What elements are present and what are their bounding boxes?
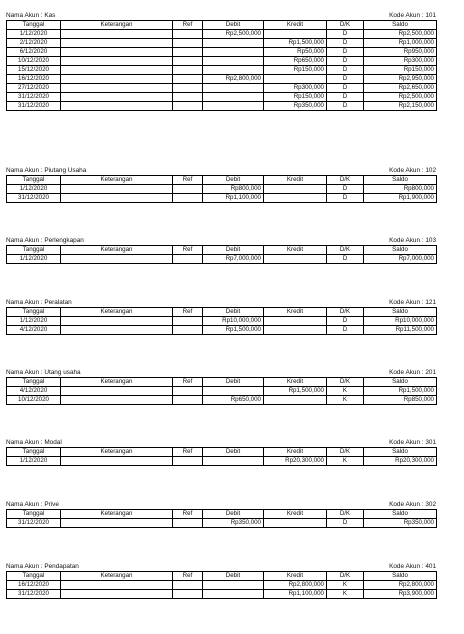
table-row (7, 48, 437, 57)
cell-ket (61, 39, 173, 48)
cell-saldo: Rp2,500,000 (364, 30, 437, 39)
cell-dk: K (327, 581, 364, 590)
cell-debit: Rp350,000 (203, 519, 264, 528)
account-header (6, 500, 436, 509)
cell-tanggal: 6/12/2020 (7, 48, 61, 57)
cell-tanggal: 16/12/2020 (7, 581, 61, 590)
cell-kredit: Rp150,000 (264, 93, 327, 102)
header-debit: Debit (203, 448, 264, 457)
account-name: Nama Akun : Modal (6, 439, 62, 446)
table-row (7, 581, 437, 590)
cell-saldo: Rp3,900,000 (364, 590, 437, 599)
cell-tanggal: 2/12/2020 (7, 39, 61, 48)
cell-ket (61, 66, 173, 75)
table-row (7, 102, 437, 111)
cell-saldo: Rp1,900,000 (364, 194, 437, 203)
header-kredit: Kredit (264, 572, 327, 581)
cell-dk: D (327, 66, 364, 75)
table-row (7, 317, 437, 326)
ledger-table (6, 175, 437, 203)
header-row (7, 246, 437, 255)
header-row (7, 176, 437, 185)
cell-ket (61, 194, 173, 203)
table-row (7, 326, 437, 335)
account-code: Kode Akun : 103 (389, 237, 436, 244)
cell-tanggal: 1/12/2020 (7, 317, 61, 326)
header-tanggal: Tanggal (7, 378, 61, 387)
cell-debit (203, 39, 264, 48)
header-keterangan: Keterangan (61, 448, 173, 457)
account-name: Nama Akun : Perlengkapan (6, 237, 84, 244)
cell-tanggal: 27/12/2020 (7, 84, 61, 93)
account-code: Kode Akun : 102 (389, 167, 436, 174)
cell-dk: D (327, 75, 364, 84)
cell-kredit: Rp650,000 (264, 57, 327, 66)
header-keterangan: Keterangan (61, 572, 173, 581)
ledger-table (6, 447, 437, 466)
header-keterangan: Keterangan (61, 510, 173, 519)
header-tanggal: Tanggal (7, 510, 61, 519)
account-name: Nama Akun : Utang usaha (6, 369, 81, 376)
cell-ket (61, 387, 173, 396)
cell-tanggal: 15/12/2020 (7, 66, 61, 75)
ledger-table (6, 20, 437, 111)
cell-tanggal: 10/12/2020 (7, 57, 61, 66)
cell-ref (173, 30, 203, 39)
cell-ket (61, 317, 173, 326)
cell-debit: Rp10,000,000 (203, 317, 264, 326)
cell-dk: D (327, 84, 364, 93)
header-ref: Ref (173, 572, 203, 581)
cell-dk: D (327, 30, 364, 39)
cell-ref (173, 457, 203, 466)
table-row (7, 84, 437, 93)
header-saldo: Saldo (364, 308, 437, 317)
header-saldo: Saldo (364, 246, 437, 255)
header-kredit: Kredit (264, 21, 327, 30)
cell-debit (203, 387, 264, 396)
ledger-account (6, 368, 436, 405)
cell-kredit: Rp1,500,000 (264, 39, 327, 48)
header-debit: Debit (203, 308, 264, 317)
header-dk: D/K (327, 378, 364, 387)
cell-dk: K (327, 387, 364, 396)
cell-ref (173, 93, 203, 102)
cell-kredit: Rp20,300,000 (264, 457, 327, 466)
account-name: Nama Akun : Piutang Usaha (6, 167, 87, 174)
header-keterangan: Keterangan (61, 176, 173, 185)
cell-kredit: Rp350,000 (264, 102, 327, 111)
cell-saldo: Rp1,500,000 (364, 387, 437, 396)
cell-saldo: Rp2,650,000 (364, 84, 437, 93)
cell-tanggal: 1/12/2020 (7, 457, 61, 466)
ledger-table (6, 307, 437, 335)
header-ref: Ref (173, 21, 203, 30)
account-header (6, 298, 436, 307)
cell-debit (203, 102, 264, 111)
cell-kredit (264, 194, 327, 203)
header-tanggal: Tanggal (7, 572, 61, 581)
header-dk: D/K (327, 176, 364, 185)
header-debit: Debit (203, 572, 264, 581)
cell-kredit (264, 30, 327, 39)
header-kredit: Kredit (264, 246, 327, 255)
account-header (6, 166, 436, 175)
cell-saldo: Rp11,500,000 (364, 326, 437, 335)
account-name: Nama Akun : Kas (6, 12, 56, 19)
cell-ket (61, 57, 173, 66)
header-keterangan: Keterangan (61, 308, 173, 317)
header-tanggal: Tanggal (7, 246, 61, 255)
cell-dk: D (327, 255, 364, 264)
header-tanggal: Tanggal (7, 176, 61, 185)
cell-dk: K (327, 396, 364, 405)
cell-ket (61, 255, 173, 264)
ledger-account (6, 166, 436, 203)
header-dk: D/K (327, 246, 364, 255)
cell-ket (61, 590, 173, 599)
cell-saldo: Rp2,150,000 (364, 102, 437, 111)
header-ref: Ref (173, 510, 203, 519)
cell-saldo: Rp350,000 (364, 519, 437, 528)
cell-debit (203, 48, 264, 57)
cell-tanggal: 31/12/2020 (7, 519, 61, 528)
ledger-table (6, 509, 437, 528)
cell-ref (173, 57, 203, 66)
cell-ref (173, 326, 203, 335)
header-saldo: Saldo (364, 176, 437, 185)
header-kredit: Kredit (264, 510, 327, 519)
cell-debit: Rp650,000 (203, 396, 264, 405)
table-row (7, 194, 437, 203)
cell-dk: K (327, 590, 364, 599)
cell-debit: Rp800,000 (203, 185, 264, 194)
header-debit: Debit (203, 176, 264, 185)
account-header (6, 236, 436, 245)
cell-tanggal: 1/12/2020 (7, 185, 61, 194)
ledger-table (6, 571, 437, 599)
cell-ref (173, 48, 203, 57)
cell-ket (61, 519, 173, 528)
header-saldo: Saldo (364, 448, 437, 457)
header-ref: Ref (173, 448, 203, 457)
cell-tanggal: 10/12/2020 (7, 396, 61, 405)
cell-ket (61, 30, 173, 39)
cell-tanggal: 4/12/2020 (7, 387, 61, 396)
cell-dk: D (327, 194, 364, 203)
table-row (7, 30, 437, 39)
cell-debit (203, 66, 264, 75)
header-ref: Ref (173, 176, 203, 185)
cell-debit (203, 581, 264, 590)
table-row (7, 66, 437, 75)
header-debit: Debit (203, 21, 264, 30)
cell-ket (61, 93, 173, 102)
cell-saldo: Rp850,000 (364, 396, 437, 405)
account-name: Nama Akun : Prive (6, 501, 59, 508)
cell-debit: Rp1,100,000 (203, 194, 264, 203)
cell-kredit: Rp150,000 (264, 66, 327, 75)
cell-debit (203, 57, 264, 66)
cell-debit: Rp1,500,000 (203, 326, 264, 335)
cell-ref (173, 66, 203, 75)
cell-dk: K (327, 457, 364, 466)
cell-ref (173, 581, 203, 590)
cell-kredit (264, 255, 327, 264)
cell-saldo: Rp7,000,000 (364, 255, 437, 264)
header-keterangan: Keterangan (61, 246, 173, 255)
cell-ref (173, 255, 203, 264)
cell-dk: D (327, 185, 364, 194)
cell-ref (173, 396, 203, 405)
ledger-account (6, 500, 436, 528)
table-row (7, 75, 437, 84)
cell-kredit: Rp50,000 (264, 48, 327, 57)
cell-saldo: Rp2,950,000 (364, 75, 437, 84)
cell-ref (173, 185, 203, 194)
cell-dk: D (327, 39, 364, 48)
header-kredit: Kredit (264, 308, 327, 317)
cell-kredit (264, 75, 327, 84)
header-debit: Debit (203, 510, 264, 519)
account-code: Kode Akun : 302 (389, 501, 436, 508)
cell-kredit: Rp1,500,000 (264, 387, 327, 396)
account-header (6, 368, 436, 377)
header-debit: Debit (203, 378, 264, 387)
cell-ket (61, 185, 173, 194)
cell-ref (173, 317, 203, 326)
account-code: Kode Akun : 401 (389, 563, 436, 570)
header-row (7, 308, 437, 317)
cell-kredit: Rp2,800,000 (264, 581, 327, 590)
ledger-table (6, 245, 437, 264)
cell-ref (173, 387, 203, 396)
ledger-account (6, 298, 436, 335)
cell-tanggal: 1/12/2020 (7, 255, 61, 264)
account-code: Kode Akun : 201 (389, 369, 436, 376)
header-row (7, 448, 437, 457)
cell-tanggal: 16/12/2020 (7, 75, 61, 84)
cell-dk: D (327, 48, 364, 57)
account-name: Nama Akun : Pendapatan (6, 563, 79, 570)
cell-ref (173, 590, 203, 599)
account-header (6, 11, 436, 20)
cell-kredit (264, 519, 327, 528)
cell-tanggal: 31/12/2020 (7, 102, 61, 111)
cell-ref (173, 39, 203, 48)
table-row (7, 396, 437, 405)
cell-kredit (264, 326, 327, 335)
cell-tanggal: 4/12/2020 (7, 326, 61, 335)
cell-tanggal: 1/12/2020 (7, 30, 61, 39)
cell-ket (61, 48, 173, 57)
header-kredit: Kredit (264, 378, 327, 387)
header-tanggal: Tanggal (7, 21, 61, 30)
header-tanggal: Tanggal (7, 308, 61, 317)
account-code: Kode Akun : 301 (389, 439, 436, 446)
table-row (7, 93, 437, 102)
header-saldo: Saldo (364, 510, 437, 519)
header-dk: D/K (327, 308, 364, 317)
header-ref: Ref (173, 246, 203, 255)
account-header (6, 438, 436, 447)
header-keterangan: Keterangan (61, 378, 173, 387)
cell-ket (61, 581, 173, 590)
header-kredit: Kredit (264, 176, 327, 185)
table-row (7, 255, 437, 264)
cell-tanggal: 31/12/2020 (7, 590, 61, 599)
cell-dk: D (327, 93, 364, 102)
header-ref: Ref (173, 378, 203, 387)
table-row (7, 457, 437, 466)
cell-saldo: Rp2,800,000 (364, 581, 437, 590)
cell-ket (61, 102, 173, 111)
header-saldo: Saldo (364, 21, 437, 30)
cell-debit: Rp2,500,000 (203, 30, 264, 39)
cell-kredit (264, 317, 327, 326)
cell-ref (173, 194, 203, 203)
ledger-account (6, 11, 436, 111)
cell-saldo: Rp1,000,000 (364, 39, 437, 48)
cell-tanggal: 31/12/2020 (7, 93, 61, 102)
account-header (6, 562, 436, 571)
header-kredit: Kredit (264, 448, 327, 457)
cell-kredit: Rp1,100,000 (264, 590, 327, 599)
cell-ket (61, 396, 173, 405)
cell-saldo: Rp150,000 (364, 66, 437, 75)
table-row (7, 57, 437, 66)
header-row (7, 21, 437, 30)
account-code: Kode Akun : 121 (389, 299, 436, 306)
header-dk: D/K (327, 448, 364, 457)
cell-dk: D (327, 326, 364, 335)
cell-ket (61, 326, 173, 335)
cell-kredit (264, 396, 327, 405)
cell-kredit (264, 185, 327, 194)
table-row (7, 185, 437, 194)
cell-dk: D (327, 317, 364, 326)
cell-debit: Rp7,000,000 (203, 255, 264, 264)
cell-debit (203, 84, 264, 93)
header-saldo: Saldo (364, 378, 437, 387)
cell-debit: Rp2,800,000 (203, 75, 264, 84)
cell-saldo: Rp950,000 (364, 48, 437, 57)
header-row (7, 572, 437, 581)
cell-ket (61, 84, 173, 93)
cell-saldo: Rp300,000 (364, 57, 437, 66)
account-name: Nama Akun : Peralatan (6, 299, 72, 306)
cell-ref (173, 519, 203, 528)
table-row (7, 39, 437, 48)
cell-kredit: Rp300,000 (264, 84, 327, 93)
cell-ref (173, 75, 203, 84)
ledger-account (6, 236, 436, 264)
cell-saldo: Rp10,000,000 (364, 317, 437, 326)
cell-saldo: Rp800,000 (364, 185, 437, 194)
header-ref: Ref (173, 308, 203, 317)
cell-dk: D (327, 102, 364, 111)
cell-debit (203, 93, 264, 102)
header-dk: D/K (327, 572, 364, 581)
header-debit: Debit (203, 246, 264, 255)
table-row (7, 590, 437, 599)
table-row (7, 519, 437, 528)
ledger-account (6, 438, 436, 466)
header-tanggal: Tanggal (7, 448, 61, 457)
cell-dk: D (327, 57, 364, 66)
cell-ket (61, 75, 173, 84)
header-saldo: Saldo (364, 572, 437, 581)
header-dk: D/K (327, 510, 364, 519)
cell-debit (203, 590, 264, 599)
header-keterangan: Keterangan (61, 21, 173, 30)
table-row (7, 387, 437, 396)
cell-debit (203, 457, 264, 466)
cell-ref (173, 102, 203, 111)
cell-tanggal: 31/12/2020 (7, 194, 61, 203)
header-row (7, 510, 437, 519)
ledger-table (6, 377, 437, 405)
account-code: Kode Akun : 101 (389, 12, 436, 19)
header-dk: D/K (327, 21, 364, 30)
ledger-account (6, 562, 436, 599)
cell-ref (173, 84, 203, 93)
cell-saldo: Rp2,500,000 (364, 93, 437, 102)
header-row (7, 378, 437, 387)
cell-ket (61, 457, 173, 466)
cell-dk: D (327, 519, 364, 528)
cell-saldo: Rp20,300,000 (364, 457, 437, 466)
